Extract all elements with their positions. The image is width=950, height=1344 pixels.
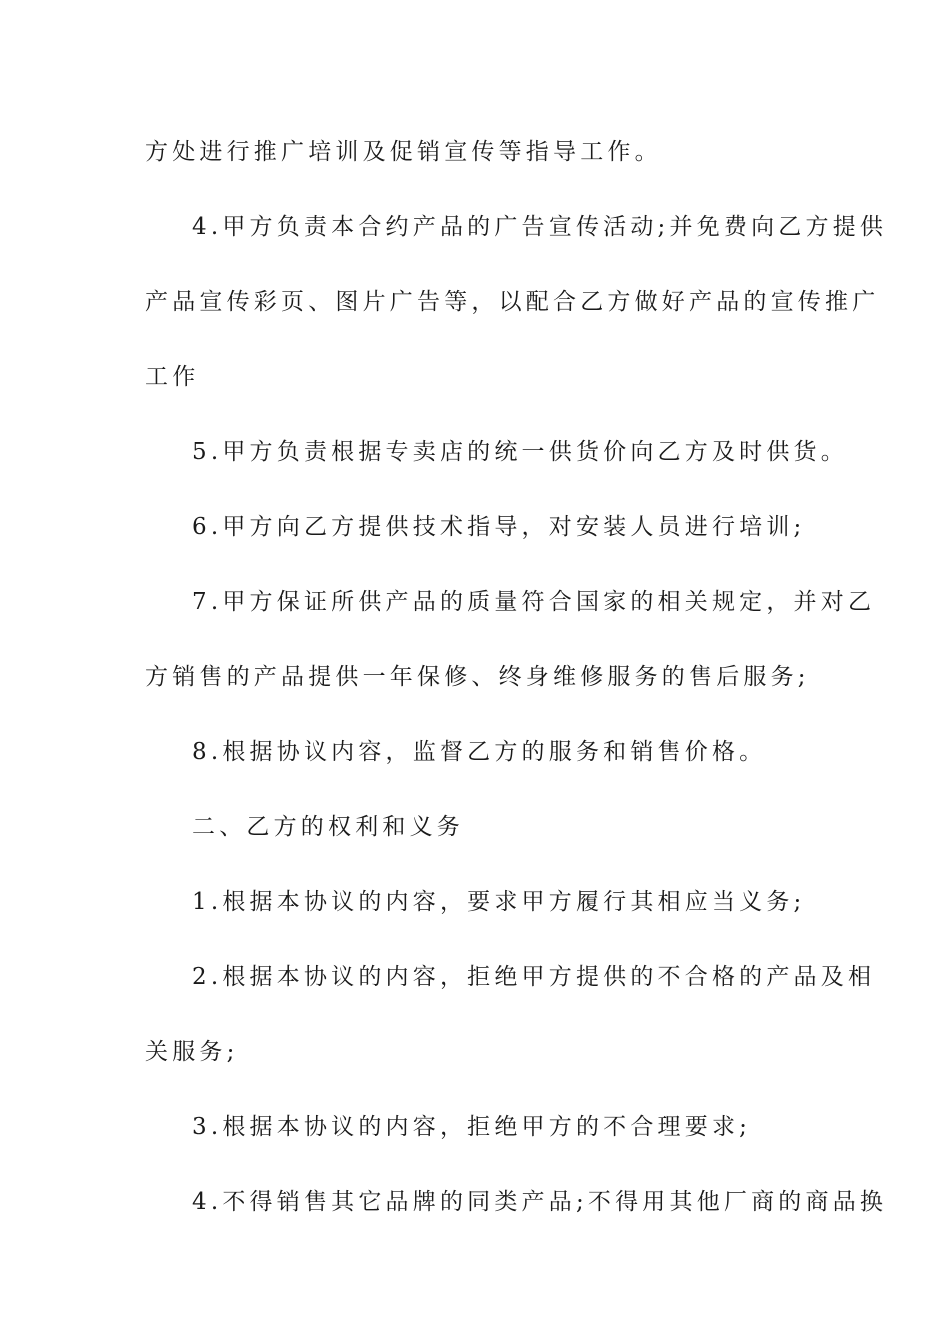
paragraph-line: 5.甲方负责根据专卖店的统一供货价向乙方及时供货。 [192,439,848,465]
paragraph-line: 2.根据本协议的内容，拒绝甲方提供的不合格的产品及相 [192,964,876,990]
paragraph-line: 8.根据协议内容，监督乙方的服务和销售价格。 [192,739,767,765]
paragraph-line: 方销售的产品提供一年保修、终身维修服务的售后服务; [145,664,810,690]
section-heading: 二、乙方的权利和义务 [192,814,464,840]
paragraph-line: 方处进行推广培训及促销宣传等指导工作。 [145,139,662,165]
paragraph-line: 3.根据本协议的内容，拒绝甲方的不合理要求; [192,1114,752,1140]
paragraph-line: 7.甲方保证所供产品的质量符合国家的相关规定，并对乙 [192,589,876,615]
paragraph-line: 4.不得销售其它品牌的同类产品;不得用其他厂商的商品换 [192,1189,888,1215]
paragraph-line: 产品宣传彩页、图片广告等，以配合乙方做好产品的宣传推广 [145,289,880,315]
paragraph-line: 6.甲方向乙方提供技术指导，对安装人员进行培训; [192,514,806,540]
paragraph-line: 4.甲方负责本合约产品的广告宣传活动;并免费向乙方提供 [192,214,888,240]
paragraph-line: 1.根据本协议的内容，要求甲方履行其相应当义务; [192,889,806,915]
paragraph-line: 关服务; [145,1039,239,1065]
paragraph-line: 工作 [145,364,200,390]
